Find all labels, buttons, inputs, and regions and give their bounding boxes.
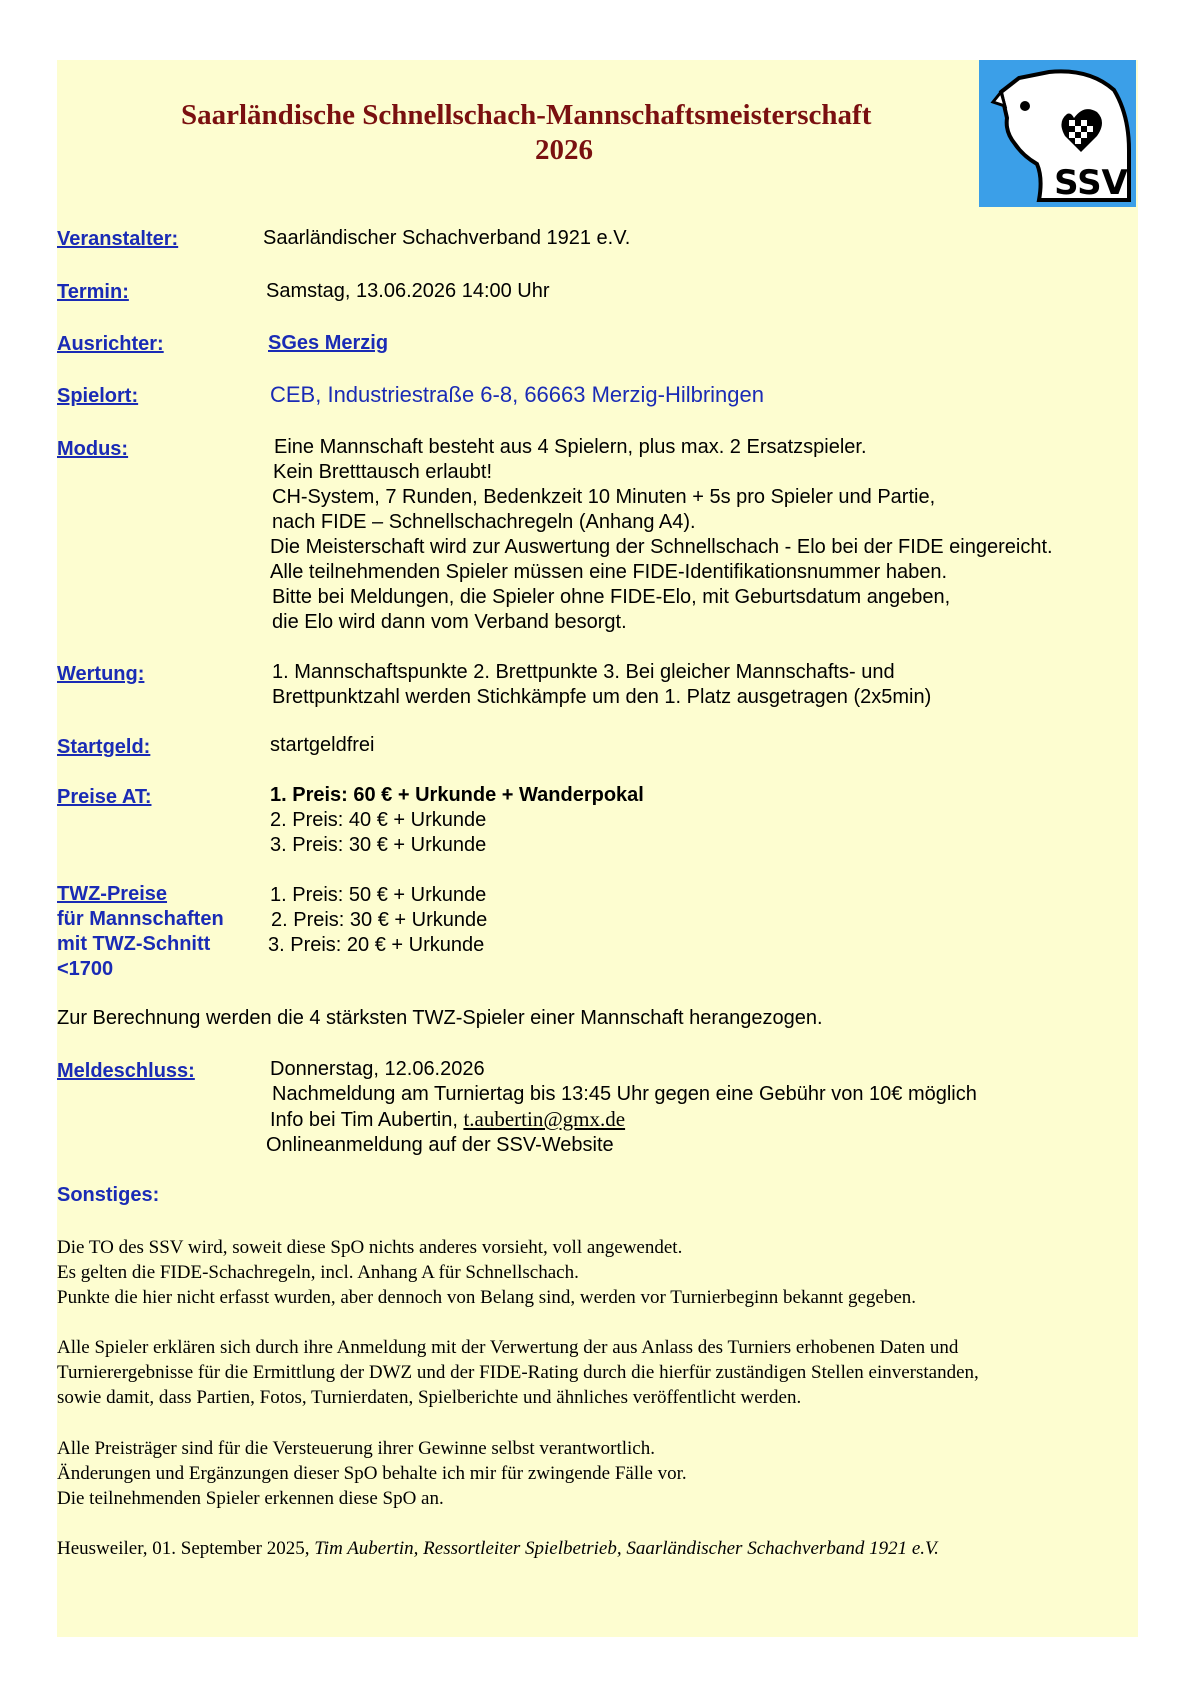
sonstiges-p1-l1: Die TO des SSV wird, soweit diese SpO nichts anderes vorsieht, voll angewendet.	[57, 1237, 683, 1258]
wertung-label: Wertung:	[57, 663, 145, 685]
twz-label-4: <1700	[57, 958, 114, 980]
document-page	[57, 60, 1138, 1637]
modus-line-7: Bitte bei Meldungen, die Spieler ohne FIDE-Elo, mit Geburtsdatum angeben,	[272, 586, 951, 608]
modus-line-5: Die Meisterschaft wird zur Auswertung der Schnellschach - Elo bei der FIDE eingereicht.	[270, 536, 1053, 558]
info-prefix: Info bei Tim Aubertin,	[270, 1109, 464, 1131]
modus-line-4: nach FIDE – Schnellschachregeln (Anhang A4).	[272, 511, 696, 533]
ausrichter-label: Ausrichter:	[57, 333, 164, 355]
twz-label-1: TWZ-Preise	[57, 883, 168, 905]
modus-line-8: die Elo wird dann vom Verband besorgt.	[272, 611, 627, 633]
twz-label-3: mit TWZ-Schnitt	[57, 933, 211, 955]
wertung-line-2: Brettpunktzahl werden Stichkämpfe um den 1. Platz ausgetragen (2x5min)	[272, 686, 932, 708]
sonstiges-p1-l3: Punkte die hier nicht erfasst wurden, aber dennoch von Belang sind, werden vor Turnierbeginn bekannt gegeben.	[57, 1287, 916, 1308]
twz-label-2: für Mannschaften	[57, 908, 224, 930]
sonstiges-p2-l1: Alle Spieler erklären sich durch ihre Anmeldung mit der Verwertung der aus Anlass des Turniers erhobenen Daten und	[57, 1337, 959, 1358]
startgeld-value: startgeldfrei	[270, 734, 375, 756]
berechnung-text: Zur Berechnung werden die 4 stärksten TWZ-Spieler einer Mannschaft herangezogen.	[57, 1007, 823, 1029]
title-line-2: 2026	[535, 134, 593, 166]
modus-line-2: Kein Bretttausch erlaubt!	[273, 461, 493, 483]
signature-place-date: Heusweiler, 01. September 2025,	[57, 1538, 315, 1559]
veranstalter-value: Saarländischer Schachverband 1921 e.V.	[263, 227, 631, 249]
sonstiges-label: Sonstiges:	[57, 1184, 160, 1206]
twz-preis-2: 2. Preis: 30 € + Urkunde	[271, 909, 488, 931]
veranstalter-label: Veranstalter:	[57, 228, 179, 250]
preis-at-3: 3. Preis: 30 € + Urkunde	[270, 834, 487, 856]
modus-line-6: Alle teilnehmenden Spieler müssen eine FIDE-Identifikationsnummer haben.	[270, 561, 948, 583]
sonstiges-p1-l2: Es gelten die FIDE-Schachregeln, incl. Anhang A für Schnellschach.	[57, 1262, 579, 1283]
modus-line-3: CH-System, 7 Runden, Bedenkzeit 10 Minuten + 5s pro Spieler und Partie,	[272, 486, 936, 508]
spielort-value: CEB, Industriestraße 6-8, 66663 Merzig-Hilbringen	[270, 382, 765, 407]
sonstiges-p3-l2: Änderungen und Ergänzungen dieser SpO behalte ich mir für zwingende Fälle vor.	[57, 1463, 687, 1484]
nachmeldung-text: Nachmeldung am Turniertag bis 13:45 Uhr gegen eine Gebühr von 10€ möglich	[272, 1083, 977, 1105]
meldeschluss-date: Donnerstag, 12.06.2026	[270, 1058, 485, 1080]
preis-at-1: 1. Preis: 60 € + Urkunde + Wanderpokal	[270, 784, 644, 806]
info-line	[270, 1107, 625, 1133]
termin-label: Termin:	[57, 281, 129, 303]
ausrichter-link[interactable]: SGes Merzig	[268, 332, 389, 354]
online-anmeldung-text: Onlineanmeldung auf der SSV-Website	[266, 1134, 614, 1156]
wertung-line-1: 1. Mannschaftspunkte 2. Brettpunkte 3. Bei gleicher Mannschafts- und	[272, 661, 895, 683]
modus-label: Modus:	[57, 438, 129, 460]
meldeschluss-label: Meldeschluss:	[57, 1060, 195, 1082]
logo-text: SSV	[1054, 163, 1128, 203]
preise-at-label: Preise AT:	[57, 786, 152, 808]
email-link[interactable]: t.aubertin@gmx.de	[463, 1107, 626, 1131]
sonstiges-p3-l3: Die teilnehmenden Spieler erkennen diese SpO an.	[57, 1488, 444, 1509]
preis-at-2: 2. Preis: 40 € + Urkunde	[270, 809, 487, 831]
sonstiges-p3-l1: Alle Preisträger sind für die Versteuerung ihrer Gewinne selbst verantwortlich.	[57, 1438, 655, 1459]
signature-author: Tim Aubertin, Ressortleiter Spielbetrieb, Saarländischer Schachverband 1921 e.V.	[314, 1538, 939, 1559]
ssv-logo	[979, 60, 1136, 207]
knight-logo-icon	[979, 60, 1136, 207]
startgeld-label: Startgeld:	[57, 736, 151, 758]
twz-preis-1: 1. Preis: 50 € + Urkunde	[270, 884, 487, 906]
title-line-1: Saarländische Schnellschach-Mannschaftsmeisterschaft	[181, 99, 872, 131]
modus-line-1: Eine Mannschaft besteht aus 4 Spielern, plus max. 2 Ersatzspieler.	[274, 436, 867, 458]
sonstiges-p2-l3: sowie damit, dass Partien, Fotos, Turnierdaten, Spielberichte und ähnliches veröffentlicht werden.	[57, 1387, 802, 1408]
termin-value: Samstag, 13.06.2026 14:00 Uhr	[266, 280, 550, 302]
signature-line	[57, 1536, 939, 1561]
sonstiges-p2-l2: Turnierergebnisse für die Ermittlung der DWZ und der FIDE-Rating durch die hierfür zuständigen Stellen einverstanden,	[57, 1362, 979, 1383]
twz-preis-3: 3. Preis: 20 € + Urkunde	[268, 934, 485, 956]
spielort-label: Spielort:	[57, 385, 139, 407]
